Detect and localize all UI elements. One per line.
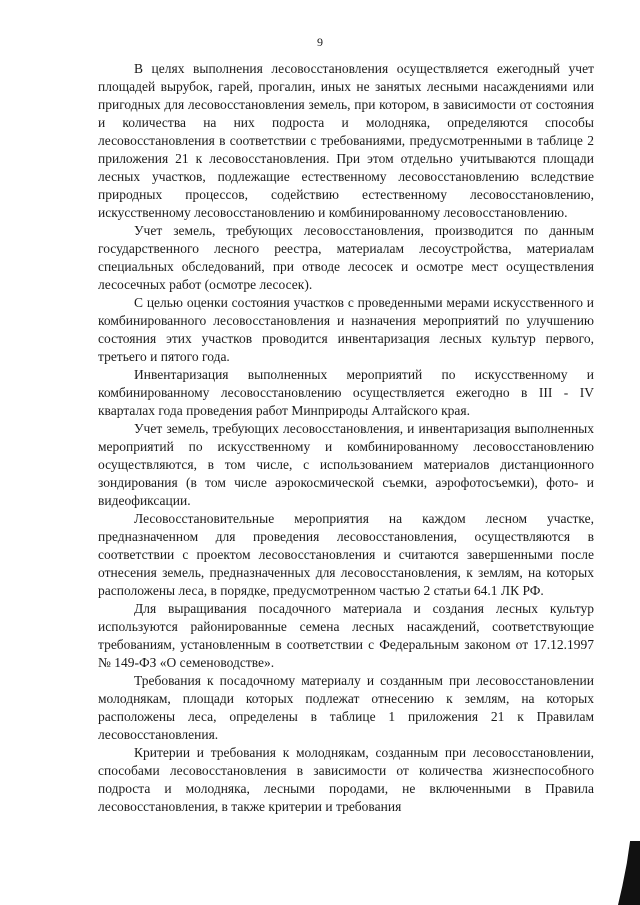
paragraph: Учет земель, требующих лесовосстановления, и инвентаризация выполненных мероприятий по искусственному и комбинированному лесовосстановлению осуществляются, в том числе, с использованием материалов дистанционного зондирования (в том числе аэрокосмической съемки, аэрофотосъемки), фото- и видеофиксации. (98, 421, 594, 508)
paragraph: Учет земель, требующих лесовосстановления, производится по данным государственного лесного реестра, материалам лесоустройства, материалам специальных обследований, при отводе лесосек и осмотре мест осуществления лесосечных работ (осмотре лесосек). (98, 223, 594, 292)
document-body (98, 60, 594, 816)
paragraph: Инвентаризация выполненных мероприятий по искусственному и комбинированному лесовосстановлению осуществляется ежегодно в III - IV кварталах года проведения работ Минприроды Алтайского края. (98, 367, 594, 418)
paragraph: В целях выполнения лесовосстановления осуществляется ежегодный учет площадей вырубок, гарей, прогалин, иных не занятых лесными насаждениями или пригодных для лесовосстановления земель, при котором, в зависимости от состояния и количества на них подроста и молодняка, определяются способы лесовосстановления в соответствии с требованиями, предусмотренными в таблице 2 приложения 21 к лесовосстановления. При этом отдельно учитываются площади лесных участков, подлежащие естественному лесовосстановлению вследствие природных процессов, содействию естественному лесовосстановлению, искусственному лесовосстановлению и комбинированному лесовосстановлению. (98, 61, 594, 220)
paragraph: Лесовосстановительные мероприятия на каждом лесном участке, предназначенном для проведения лесовосстановления, осуществляются в соответствии с проектом лесовосстановления и считаются завершенными после отнесения земель, предназначенных для лесовосстановления, к землям, на которых расположены леса, в порядке, предусмотренном частью 2 статьи 64.1 ЛК РФ. (98, 511, 594, 598)
page-number: 9 (317, 35, 323, 49)
paragraph: Требования к посадочному материалу и созданным при лесовосстановлении молоднякам, площади которых подлежат отнесению к землям, на которых расположены леса, определены в таблице 1 приложения 21 к Правилам лесовосстановления. (98, 673, 594, 742)
scan-edge-mark (618, 841, 640, 905)
paragraph: С целью оценки состояния участков с проведенными мерами искусственного и комбинированного лесовосстановления и назначения мероприятий по улучшению состояния этих участков проводится инвентаризация лесных культур первого, третьего и пятого года. (98, 295, 594, 364)
paragraph: Критерии и требования к молоднякам, созданным при лесовосстановлении, способами лесовосстановления в зависимости от количества жизнеспособного подроста и молодняка, лесными породами, не включенными в Правила лесовосстановления, в также критерии и требования (98, 745, 594, 814)
paragraph: Для выращивания посадочного материала и создания лесных культур используются районированные семена лесных насаждений, соответствующие требованиям, установленным в соответствии с Федеральным законом от 17.12.1997 № 149-ФЗ «О семеноводстве». (98, 601, 594, 670)
